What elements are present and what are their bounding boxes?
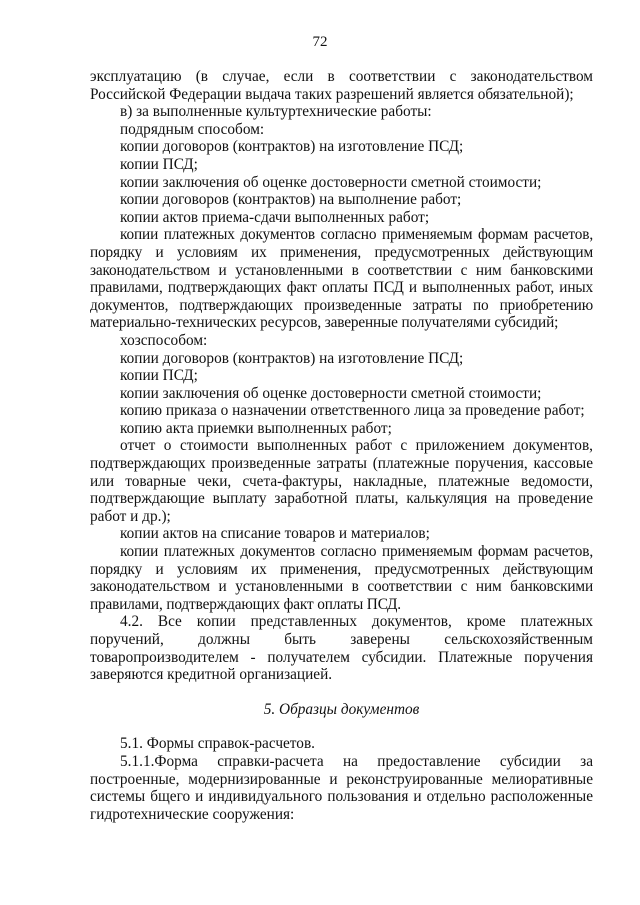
list-item-psd-contracts: копии договоров (контрактов) на изготовление ПСД; (120, 138, 464, 156)
paragraph-in-house-method: хозспособом: (120, 331, 208, 349)
list-item-psd-copies-in-house: копии ПСД; (120, 367, 198, 385)
list-item-write-off-acts: копии актов на списание товаров и материалов; (120, 525, 430, 543)
list-item-acceptance-act-in-house: копию акта приемки выполненных работ; (120, 419, 392, 437)
list-item-responsible-person-order: копию приказа о назначении ответственного лица за проведение работ; (120, 402, 585, 420)
list-item-psd-contracts-in-house: копии договоров (контрактов) на изготовление ПСД; (120, 349, 464, 367)
list-item-psd-copies: копии ПСД; (120, 155, 198, 173)
section-title: 5. Образцы документов (263, 700, 420, 718)
document-body (90, 68, 593, 823)
paragraph-cultural-technical-works: в) за выполненные культуртехнические работы: (120, 103, 432, 121)
list-item-payment-documents: копии платежных документов согласно применяемым формам расчетов, порядку и условиям их применения, предусмотренных действующим законодательством и установленными в соответствии с ним банковскими правилами, подтверждающих факт оплаты ПСД и выполненных работ, иных документов, подтверждающих произведенные затраты по приобретению материально-технических ресурсов, заверенные получателями субсидий; (90, 226, 593, 332)
list-item-payment-documents-in-house: копии платежных документов согласно применяемым формам расчетов, порядку и условиям их применения, предусмотренных действующим законодательством и установленными в соответствии с ним банковскими правилами, подтверждающих факт оплаты ПСД. (90, 543, 593, 613)
page-number: 72 (312, 34, 328, 50)
paragraph-calculation-form-subsidy: 5.1.1.Форма справки-расчета на предоставление субсидии за построенные, модернизированные и реконструированные мелиоративные системы бщего и индивидуального пользования и отдельно расположенные гидротехнические сооружения: (90, 752, 593, 823)
list-item-estimate-assessment-in-house: копии заключения об оценке достоверности сметной стоимости; (120, 384, 542, 402)
paragraph-contract-method: подрядным способом: (120, 120, 265, 138)
list-item-cost-report: отчет о стоимости выполненных работ с приложением документов, подтверждающих произведенные затраты (платежные поручения, кассовые или товарные чеки, счета-фактуры, накладные, платежные ведомости, подтверждающие выплату заработной платы, калькуляция на проведение работ и др.); (90, 437, 593, 525)
paragraph-exploitation-permits: эксплуатацию (в случае, если в соответствии с законодательством Российской Федерации выдача таких разрешений является обязательной); (90, 68, 593, 103)
list-item-acceptance-acts: копии актов приема-сдачи выполненных работ; (120, 208, 430, 226)
list-item-work-contracts: копии договоров (контрактов) на выполнение работ; (120, 191, 462, 209)
paragraph-calculation-forms: 5.1. Формы справок-расчетов. (120, 735, 315, 753)
list-item-estimate-assessment: копии заключения об оценке достоверности сметной стоимости; (120, 173, 542, 191)
paragraph-certification-requirements: 4.2. Все копии представленных документов, кроме платежных поручений, должны быть заверены сельскохозяйственным товаропроизводителем - получателем субсидии. Платежные поручения заверяются кредитной организацией. (90, 613, 593, 684)
